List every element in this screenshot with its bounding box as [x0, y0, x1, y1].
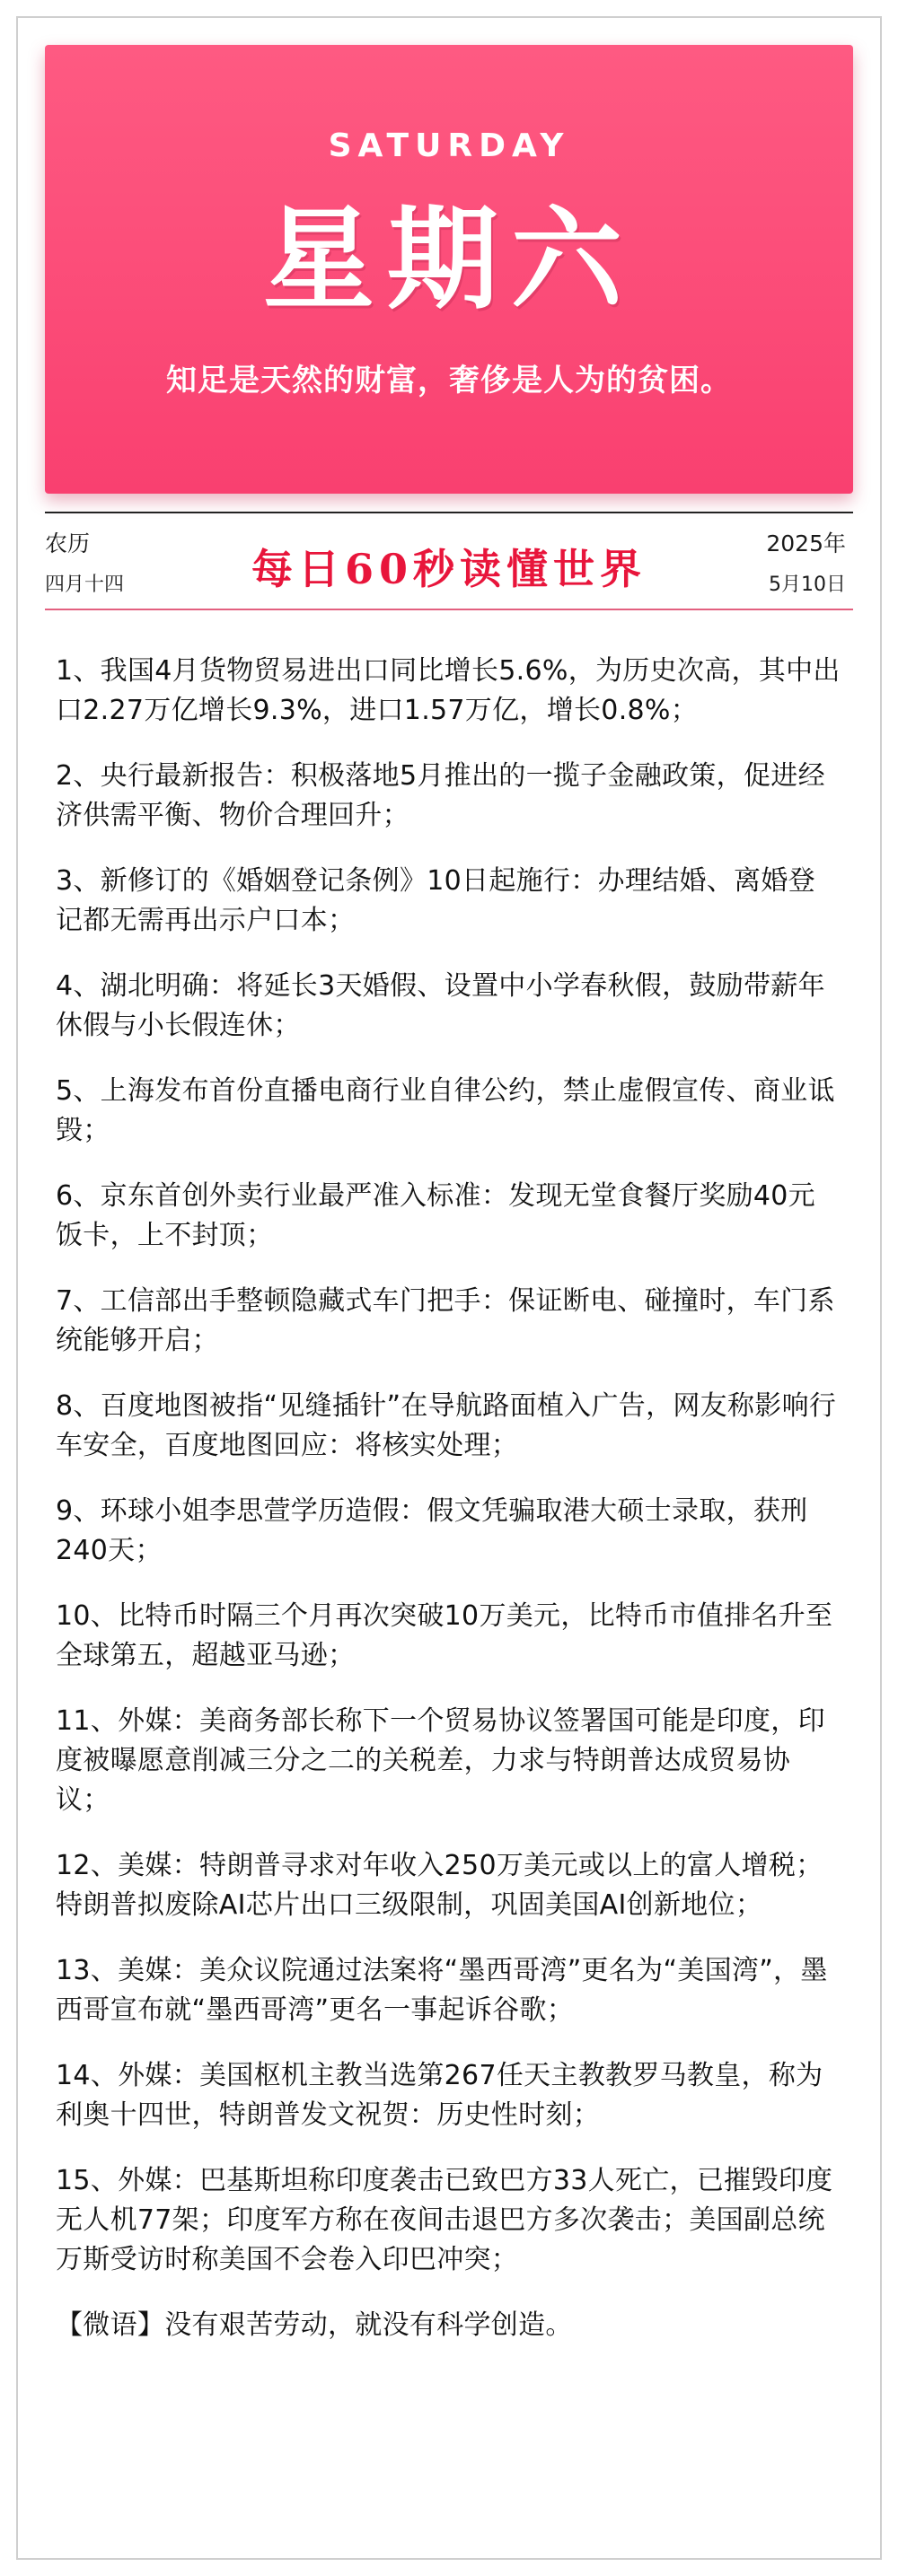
news-item: 10、比特币时隔三个月再次突破10万美元，比特币市值排名升至全球第五，超越亚马逊；: [56, 1600, 833, 1671]
news-item: 14、外媒：美国枢机主教当选第267任天主教教罗马教皇，称为利奥十四世，特朗普发文祝贺：历史性时刻；: [56, 2060, 823, 2131]
news-item: 8、百度地图被指“见缝插针”在导航路面植入广告，网友称影响行车安全，百度地图回应：将核实处理；: [56, 1390, 837, 1461]
banner-quote: 知足是天然的财富，奢侈是人为的贫困。: [166, 363, 732, 399]
header-divider-top: [45, 512, 853, 513]
daily-quote: 【微语】没有艰苦劳动，就没有科学创造。: [56, 2309, 573, 2341]
news-item: 6、京东首创外卖行业最严准入标准：发现无堂食餐厅奖励40元饭卡，上不封顶；: [56, 1180, 815, 1251]
lunar-label: 农历: [45, 530, 91, 556]
news-item: 3、新修订的《婚姻登记条例》10日起施行：办理结婚、离婚登记都无需再出示户口本；: [56, 865, 815, 936]
news-item: 13、美媒：美众议院通过法案将“墨西哥湾”更名为“美国湾”，墨西哥宣布就“墨西哥湾”更名一事起诉谷歌；: [56, 1955, 828, 2026]
news-item: 4、湖北明确：将延长3天婚假、设置中小学春秋假，鼓励带薪年休假与小长假连休；: [56, 970, 825, 1041]
date-month-day: 5月10日: [769, 574, 846, 596]
news-item: 7、工信部出手整顿隐藏式车门把手：保证断电、碰撞时，车门系统能够开启；: [56, 1285, 835, 1356]
news-item: 5、上海发布首份直播电商行业自律公约，禁止虚假宣传、商业诋毁；: [56, 1075, 835, 1146]
news-item: 11、外媒：美商务部长称下一个贸易协议签署国可能是印度，印度被曝愿意削减三分之二的关税差，力求与特朗普达成贸易协议；: [56, 1705, 825, 1816]
news-item: 15、外媒：巴基斯坦称印度袭击已致巴方33人死亡，已摧毁印度无人机77架；印度军方称在夜间击退巴方多次袭击；美国副总统万斯受访时称美国不会卷入印巴冲突；: [56, 2165, 833, 2275]
news-item: 12、美媒：特朗普寻求对年收入250万美元或以上的富人增税；特朗普拟废除AI芯片出口三级限制，巩固美国AI创新地位；: [56, 1850, 823, 1921]
lunar-date: 四月十四: [45, 574, 125, 596]
header-banner: [45, 45, 853, 494]
weekday-chinese: 星期六: [262, 195, 635, 325]
header-divider-bottom: [45, 609, 853, 610]
news-list: [56, 652, 842, 2345]
news-item: 9、环球小姐李思萱学历造假：假文凭骗取港大硕士录取，获刑240天；: [56, 1495, 808, 1566]
page-title: 每日60秒读懂世界: [251, 545, 647, 593]
date-year: 2025年: [766, 530, 846, 556]
weekday-english: SATURDAY: [328, 127, 570, 164]
news-item: 2、央行最新报告：积极落地5月推出的一揽子金融政策，促进经济供需平衡、物价合理回升；: [56, 760, 825, 831]
news-item: 1、我国4月货物贸易进出口同比增长5.6%，为历史次高，其中出口2.27万亿增长9.3%，进口1.57万亿，增长0.8%；: [56, 655, 841, 726]
